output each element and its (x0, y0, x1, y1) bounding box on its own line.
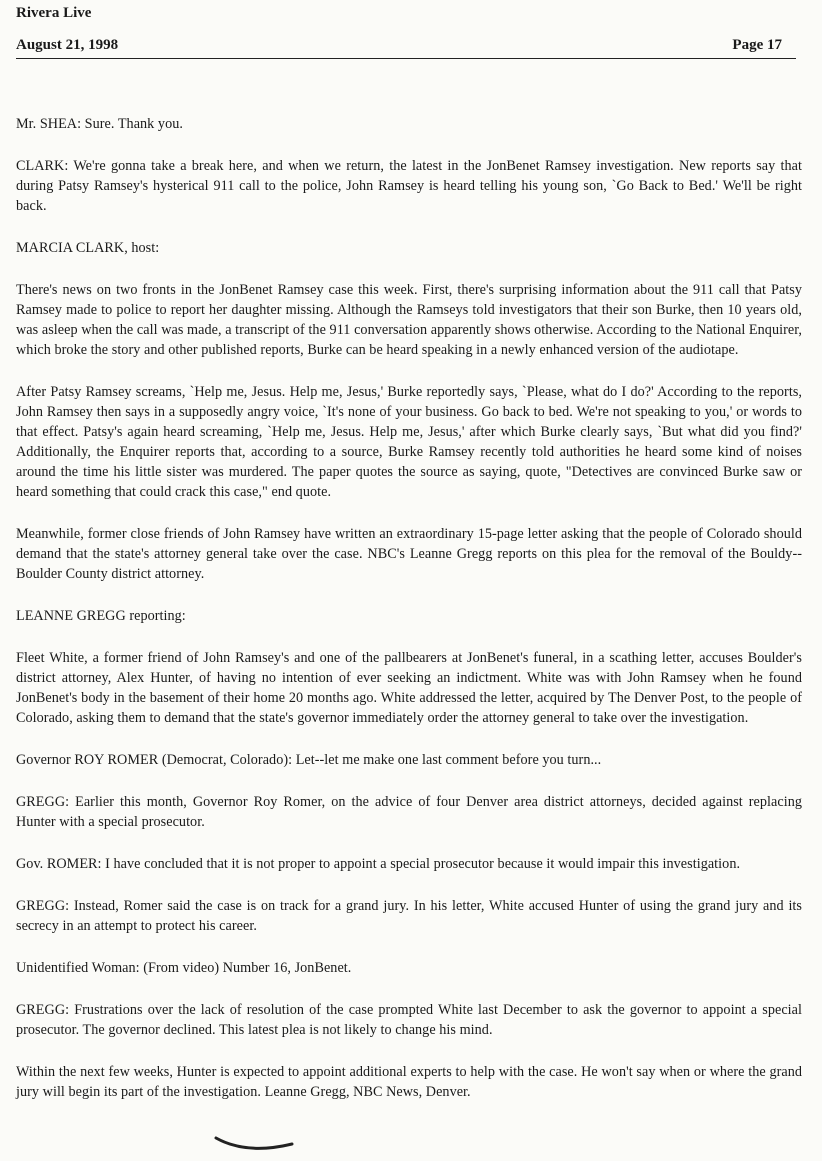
transcript-paragraph: GREGG: Earlier this month, Governor Roy Romer, on the advice of four Denver area district attorneys, decided against replacing Hunter with a special prosecutor. (16, 794, 802, 830)
transcript-paragraph: Gov. ROMER: I have concluded that it is not proper to appoint a special prosecutor because it would impair this investigation. (16, 856, 741, 872)
page-number: Page 17 (732, 37, 782, 53)
transcript-paragraph: Unidentified Woman: (From video) Number 16, JonBenet. (16, 960, 352, 976)
transcript-paragraph: CLARK: We're gonna take a break here, and when we return, the latest in the JonBenet Ramsey investigation. New reports say that during Patsy Ramsey's hysterical 911 call to the police, John Ramsey is heard telling his young son, `Go Back to Bed.' We'll be right back. (16, 158, 802, 214)
transcript-paragraph: Meanwhile, former close friends of John Ramsey have written an extraordinary 15-page letter asking that the people of Colorado should demand that the state's attorney general take over the case. NBC's Leanne Gregg reports on this plea for the removal of the Bouldy--Boulder County district attorney. (16, 526, 802, 582)
transcript-paragraph: Mr. SHEA: Sure. Thank you. (16, 116, 183, 132)
show-date: August 21, 1998 (16, 37, 119, 53)
transcript-paragraph: There's news on two fronts in the JonBenet Ramsey case this week. First, there's surprising information about the 911 call that Patsy Ramsey made to police to report her daughter missing. Although the Ramseys told investigators that their son Burke, then 10 years old, was asleep when the call was made, a transcript of the 911 conversation apparently shows otherwise. According to the National Enquirer, which broke the story and other published reports, Burke can be heard speaking in a newly enhanced version of the audiotape. (16, 282, 802, 358)
transcript-body (16, 114, 802, 1124)
transcript-paragraph: After Patsy Ramsey screams, `Help me, Jesus. Help me, Jesus,' Burke reportedly says, `Please, what do I do?' According to the reports, John Ramsey then says in a supposedly angry voice, `It's none of your business. Go back to bed. We're not speaking to you,' or words to that effect. Patsy's again heard screaming, `Help me, Jesus. Help me, Jesus,' after which Burke clearly says, `But what did you find?' Additionally, the Enquirer reports that, according to a source, Burke Ramsey recently told authorities he heard some kind of noises around the time his little sister was murdered. The paper quotes the source as saying, quote, "Detectives are convinced Burke saw or heard something that could crack this case," end quote. (16, 384, 802, 500)
page-header (16, 4, 796, 59)
transcript-paragraph: GREGG: Instead, Romer said the case is on track for a grand jury. In his letter, White accused Hunter of using the grand jury and its secrecy in an attempt to protect his career. (16, 898, 802, 934)
transcript-paragraph: GREGG: Frustrations over the lack of resolution of the case prompted White last December to ask the governor to appoint a special prosecutor. The governor declined. This latest plea is not likely to change his mind. (16, 1002, 802, 1038)
speaker-label: MARCIA CLARK, host: (16, 240, 160, 256)
show-title: Rivera Live (16, 5, 92, 21)
handwritten-underline-mark (214, 1132, 304, 1156)
speaker-label: LEANNE GREGG reporting: (16, 608, 186, 624)
transcript-paragraph: Governor ROY ROMER (Democrat, Colorado): Let--let me make one last comment before you turn... (16, 752, 602, 768)
transcript-paragraph: Fleet White, a former friend of John Ramsey's and one of the pallbearers at JonBenet's funeral, in a scathing letter, accuses Boulder's district attorney, Alex Hunter, of having no intention of ever seeking an indictment. White was with John Ramsey when he found JonBenet's body in the basement of their home 20 months ago. White addressed the letter, acquired by The Denver Post, to the people of Colorado, asking them to demand that the state's governor immediately order the attorney general to take over the investigation. (16, 650, 802, 726)
transcript-paragraph: Within the next few weeks, Hunter is expected to appoint additional experts to help with the case. He won't say when or where the grand jury will begin its part of the investigation. Leanne Gregg, NBC News, Denver. (16, 1064, 802, 1100)
